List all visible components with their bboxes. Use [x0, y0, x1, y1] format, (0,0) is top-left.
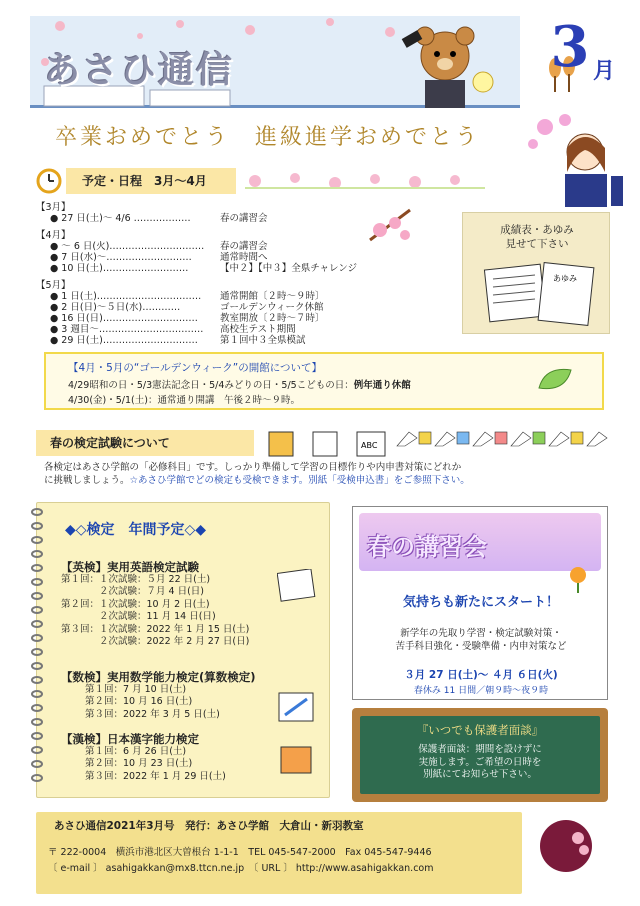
suken-lines	[61, 684, 256, 722]
board-title: 『いつでも保護者面談』	[416, 723, 544, 737]
ring	[32, 691, 42, 697]
schedule-event: 春の講習会	[220, 213, 268, 224]
eiken-block	[61, 561, 249, 649]
ring	[32, 551, 42, 557]
kanji-book-icon	[277, 743, 317, 777]
schedule-date: ● 10 日(土)………………………	[50, 263, 189, 274]
ring	[32, 635, 42, 641]
golden-week-line1	[68, 377, 411, 391]
schedule-date: ● 29 日(土)…………………………	[50, 335, 198, 346]
report-card-text	[463, 223, 611, 251]
report-card-text-line1: 成績表・あゆみ	[500, 224, 574, 236]
bear-mascot-icon	[395, 26, 505, 108]
kanken-heading: 【漢検】日本漢字能力検定	[61, 732, 199, 746]
schedule-event: 第１回中３全県模試	[220, 335, 306, 346]
schedule-heading: 予定・日程 3月～4月	[66, 168, 236, 194]
spring-start-slogan: 気持ちも新たにスタート！	[402, 595, 559, 610]
schedule-date: ● 7 日(水)～………………………	[50, 252, 192, 263]
ring	[32, 565, 42, 571]
schedule-event: 春の講習会	[220, 241, 268, 252]
exam-text-line2: に挑戦しましょう。	[44, 475, 130, 486]
ring	[32, 775, 42, 781]
parent-meeting-board	[352, 708, 608, 802]
report-card-text-line2: 見せて下さい	[505, 238, 569, 250]
flower-icon	[561, 563, 595, 593]
exam-date-line: 第３回：2022 年 1 月 29 日(土)	[85, 770, 226, 782]
ring	[32, 579, 42, 585]
spring-desc-line2: 苦手科目強化・受験準備・内申対策など	[395, 641, 567, 652]
ring	[32, 523, 42, 529]
ring	[32, 733, 42, 739]
report-card-icon	[483, 261, 595, 327]
schedule-month-label: 【4月】	[36, 230, 71, 241]
exam-date-line: 第２回：10 月 23 日(土)	[85, 758, 193, 769]
exam-description	[44, 461, 614, 487]
eiken-heading: 【英検】実用英語検定試験	[61, 560, 199, 574]
schedule-date: ● 1 日(土)……………………………	[50, 291, 202, 302]
board-line3: 別紙にてお知らせ下さい。	[423, 769, 537, 780]
ring	[32, 719, 42, 725]
eiken-lines	[61, 574, 249, 649]
ring	[32, 593, 42, 599]
month-badge	[545, 14, 625, 94]
footer	[36, 812, 522, 894]
math-card-icon	[277, 691, 317, 725]
golden-week-line2: 4/30(金)・5/1(土)：通常通り開講 午後２時～９時。	[68, 395, 300, 406]
schedule-date: ● 27 日(土)～ 4/6 ………………	[50, 213, 191, 224]
spring-desc-line1: 新学年の先取り学習・検定試験対策・	[400, 628, 562, 639]
exam-date-line: 第３回：2022 年 3 月 5 日(土)	[85, 708, 220, 720]
schedule-group	[36, 280, 446, 346]
congrats-banner: 卒業おめでとう 進級進学おめでとう	[55, 125, 481, 150]
exam-date-line: 第２回：１次試験：10 月 2 日(土)	[61, 598, 210, 610]
exam-heading: 春の検定試験について	[36, 430, 254, 456]
exam-date-line: 第１回：7 月 10 日(土)	[85, 683, 187, 695]
golden-week-line1-text: 4/29昭和の日・5/3憲法記念日・5/4みどりの日・5/5こどもの日：	[68, 380, 354, 391]
ring	[32, 761, 42, 767]
schedule-event: ゴールデンウィーク休館	[220, 302, 324, 313]
kanken-lines	[61, 746, 226, 784]
schedule-row	[36, 291, 446, 302]
schedule-event: 高校生テスト期間	[220, 324, 296, 335]
schedule-row	[36, 324, 446, 335]
schedule-event: 【中２】【中３】全県チャレンジ	[220, 263, 357, 274]
pencil-row-decoration	[395, 428, 615, 448]
ring	[32, 509, 42, 515]
schedule-month-label: 【5月】	[36, 280, 71, 291]
abc-icon-label: ABC	[361, 441, 378, 450]
exam-book-icons	[265, 428, 390, 460]
notebook-title: ◆◇検定 年間予定◇◆	[65, 522, 207, 538]
report-card-box	[462, 212, 610, 334]
month-number: 3	[550, 14, 590, 80]
spring-hours: 春休み 11 日間／朝９時～夜９時	[413, 686, 549, 696]
spring-description	[353, 627, 609, 653]
schedule-row	[36, 313, 446, 324]
schedule-event: 通常開館〔２時～９時〕	[220, 291, 325, 302]
student-girl-icon	[525, 112, 625, 207]
suken-block	[61, 671, 256, 721]
golden-week-notice	[44, 352, 604, 410]
spring-course-title: 春の講習会	[367, 533, 487, 561]
footer-title: あさひ通信2021年3月号 発行：あさひ学館 大倉山・新羽教室	[54, 820, 364, 832]
exam-text-line1: 各検定はあさひ学館の「必修科目」です。しっかり準備して学習の目標作りや内申書対策にどれか	[44, 462, 462, 473]
exam-date-line: ２次試験：2022 年 2 月 27 日(日)	[61, 636, 250, 647]
schedule-date: ● 2 日(日)～５日(水)…………	[50, 302, 181, 313]
ring	[32, 663, 42, 669]
clock-icon	[36, 166, 62, 194]
schedule-month-label: 【3月】	[36, 202, 71, 213]
flower-border-decoration	[245, 170, 485, 192]
footer-address: 〒 222-0004 横浜市港北区大曽根台 1-1-1 TEL 045-547-2000 Fax 045-547-9446	[48, 847, 432, 858]
schedule-row	[36, 335, 446, 346]
chalkboard	[360, 716, 600, 794]
ring	[32, 747, 42, 753]
spring-course-panel	[352, 506, 608, 700]
footer-contact[interactable]: 〔 e-mail 〕 asahigakkan@mx8.ttcn.ne.jp 〔 URL 〕 http://www.asahigakkan.com	[48, 863, 434, 874]
exam-date-line: 第３回：１次試験：2022 年 1 月 15 日(土)	[61, 623, 250, 635]
leaf-icon	[535, 364, 575, 394]
ring	[32, 537, 42, 543]
suken-heading: 【数検】実用数学能力検定(算数検定)	[61, 670, 256, 684]
kanken-block	[61, 733, 226, 783]
ring	[32, 705, 42, 711]
schedule-date: ● 3 週目～……………………………	[50, 324, 204, 335]
newsletter-title: あさひ通信	[44, 50, 235, 91]
schedule-date: ● 16 日(日)…………………………	[50, 313, 198, 324]
exam-text-note: ☆あさひ学館でどの検定も受検できます。別紙「受検申込書」をご参照下さい。	[129, 475, 470, 486]
schedule-date: ● ～ 6 日(火)…………………………	[50, 241, 205, 252]
exam-date-line: 第１回：6 月 26 日(土)	[85, 745, 187, 757]
notebook-rings	[30, 502, 44, 798]
ring	[32, 677, 42, 683]
schedule-row	[36, 263, 446, 274]
ring	[32, 649, 42, 655]
exam-date-line: ２次試験：７月 4 日(日)	[61, 586, 204, 597]
exam-date-line: ２次試験：11 月 14 日(日)	[61, 611, 216, 622]
ring	[32, 621, 42, 627]
schedule-event: 通常時間へ	[220, 252, 268, 263]
schedule-event: 教室開放〔２時～７時〕	[220, 313, 325, 324]
board-text	[360, 744, 600, 782]
golden-week-title: 【4月・5月の“ゴールデンウィーク”の開館について】	[68, 362, 322, 374]
exam-date-line: 第１回：１次試験：５月 22 日(土)	[61, 573, 211, 585]
cherry-blossom-icon	[365, 205, 415, 245]
ring	[32, 607, 42, 613]
exam-schedule-notebook	[36, 502, 330, 798]
spring-dates: ３月 27 日(土)～ ４月 ６日(火)	[404, 669, 558, 681]
sakura-ball-icon	[536, 816, 596, 876]
golden-week-closed: 例年通り休館	[353, 380, 411, 391]
exam-date-line: 第２回：10 月 16 日(土)	[85, 696, 193, 707]
abc-card-icon	[277, 569, 317, 603]
schedule-row	[36, 252, 446, 263]
board-line1: 保護者面談：期間を設けずに	[418, 744, 542, 755]
month-unit: 月	[593, 59, 616, 84]
schedule-row	[36, 302, 446, 313]
report-card-label: あゆみ	[553, 274, 577, 283]
board-line2: 実施します。ご希望の日時を	[418, 756, 542, 768]
